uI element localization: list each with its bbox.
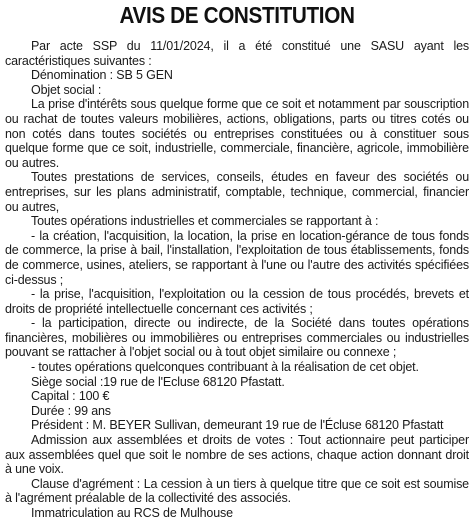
paragraph-admission: Admission aux assemblées et droits de votes : Tout actionnaire peut participer aux assemblées quel que soit le nombre de ses actions, chaque action donnant droit à une voix. (5, 433, 469, 477)
paragraph-capital: Capital : 100 € (31, 389, 110, 404)
notice-body (5, 39, 469, 521)
paragraph-duree: Durée : 99 ans (31, 403, 111, 418)
paragraph-immatriculation: Immatriculation au RCS de Mulhouse (31, 506, 233, 520)
paragraph-operations: Toutes opérations industrielles et commerciales se rapportant à : (31, 214, 379, 229)
paragraph-objet-heading: Objet social : (31, 82, 102, 97)
paragraph-siege: Siège social :19 rue de l'Ecluse 68120 Pfastatt. (31, 374, 285, 389)
paragraph-prestations: Toutes prestations de services, conseils, études en faveur des sociétés ou entreprises, sur les plans administratif, comptable, technique, commercial, financier ou autres, (5, 170, 469, 214)
paragraph-intro: Par acte SSP du 11/01/2024, il a été constitué une SASU ayant les caractéristiques suivantes : (5, 39, 469, 68)
paragraph-prise-interets: La prise d'intérêts sous quelque forme que ce soit et notamment par souscription ou rachat de toutes valeurs mobilières, actions, obligations, parts ou titres cotés ou non cotés dans toutes sociétés ou entreprises constituées ou à constituer sous quelque forme que ce soit, industrielle, commerciale, financière, agricole, immobilière ou autres. (5, 97, 469, 170)
paragraph-creation: - la création, l'acquisition, la location, la prise en location-gérance de tous fonds de commerce, la prise à bail, l'installation, l'exploitation de tous établissements, fonds de commerce, usines, ateliers, se rapportant à l'une ou l'autre des activités spécifiées ci-dessus ; (5, 228, 469, 287)
paragraph-realisation: - toutes opérations quelconques contribuant à la réalisation de cet objet. (31, 360, 419, 375)
paragraph-procedes: - la prise, l'acquisition, l'exploitation ou la cession de tous procédés, brevets et droits de propriété intellectuelle concernant ces activités ; (5, 287, 469, 316)
paragraph-agrement: Clause d'agrément : La cession à un tiers à quelque titre que ce soit est soumise à l'agrément préalable de la collectivité des associés. (5, 476, 469, 506)
paragraph-president: Président : M. BEYER Sullivan, demeurant 19 rue de l'Écluse 68120 Pfastatt (31, 418, 444, 433)
notice-title: AVIS DE CONSTITUTION (119, 2, 355, 28)
paragraph-participation: - la participation, directe ou indirecte, de la Société dans toutes opérations financières, mobilières ou immobilières ou entreprises commerciales ou industrielles pouvant se rattacher à l'objet social ou à tout objet similaire ou connexe ; (5, 316, 469, 360)
paragraph-denomination: Dénomination : SB 5 GEN (31, 68, 173, 83)
